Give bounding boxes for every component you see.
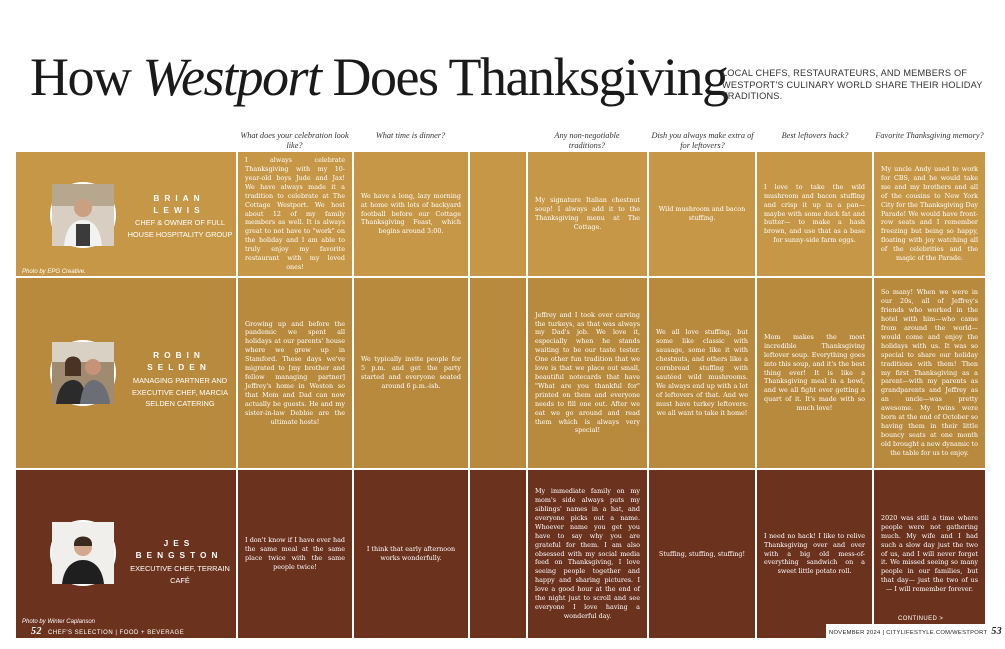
- footer-right: NOVEMBER 2024 | CITYLIFESTYLE.COM/WESTPORT 53: [826, 624, 1005, 639]
- answer-dinner-time: We have a long, lazy morning at home with lots of backyard football before our Cottage Thanksgiving Feast, which begins around 3:00.: [354, 152, 468, 276]
- question-celebration: What does your celebration look like?: [240, 131, 349, 150]
- avatar: [50, 340, 116, 406]
- answer-traditions: My signature Italian chestnut soup! I always add it to the Thanksgiving menu at The Cottage.: [528, 152, 647, 276]
- answer-celebration: I don't know if I have ever had the same meal at the same place twice with the same people twice!: [238, 470, 352, 638]
- avatar: [50, 520, 116, 586]
- answer-celebration: I always celebrate Thanksgiving with my 10-year-old boys Jude and Jax! We have always made it a tradition to celebrate at The Cottage Westport. We host about 12 of my family members as well. It is always great to not have to "work" on the holiday and I am able to truly enjoy my favorite restaurant with my loved ones!: [238, 152, 352, 276]
- answer-blank: [470, 278, 526, 468]
- answer-celebration: Growing up and before the pandemic we spent all holidays at our parents' house where we grew up in Stamford. These days we've migrated to [my brother and fellow managing partner] Jeffrey's home in Weston so that Mom and Dad can now actually be guests. He and my sister-in-law Debbie are the ultimate hosts!: [238, 278, 352, 468]
- answer-blank: [470, 470, 526, 638]
- question-favorite-memory: Favorite Thanksgiving memory?: [875, 131, 984, 140]
- question-leftovers-hack: Best leftovers hack?: [781, 131, 849, 140]
- person-last-name: BENGSTON: [135, 550, 223, 560]
- question-extra-dish: Dish you always make extra of for leftovers?: [651, 131, 754, 150]
- answer-extra-dish: We all love stuffing, but some like classic with sausage, some like it with chestnuts, and others like a cornbread stuffing with sautéed wild mushrooms. We always end up with a lot of leftovers of that. And we must have turkey leftovers: we all want to take it home!: [649, 278, 755, 468]
- person-first-name: BRIAN: [153, 193, 205, 203]
- person-brian: [16, 152, 236, 276]
- person-last-name: LEWIS: [153, 205, 205, 215]
- person-role: MANAGING PARTNER AND EXECUTIVE CHEF, MARCIA SELDEN CATERING: [131, 376, 229, 408]
- photo-credit: Photo by EPG Creative.: [22, 269, 86, 275]
- answer-leftovers-hack: I love to take the wild mushroom and bacon stuffing and crisp it up in a pan—maybe with some duck fat and butter— to make a hash brown, and use that as a base for sunny-side farm eggs.: [757, 152, 872, 276]
- question-dinner-time: What time is dinner?: [375, 131, 446, 140]
- answer-traditions: My immediate family on my mom's side always puts my siblings' names in a hat, and everyone picks out a name. Whoever name you get you have to say why you are grateful for them. I am also obsessed with my social media feed on Thanksgiving, I love seeing people together and happy and sharing pictures. I love a good hour at the end of the night just to scroll and see everyone I love having a wonderful day.: [528, 470, 647, 638]
- page-subtitle: LOCAL CHEFS, RESTAURATEURS, AND MEMBERS OF WESTPORT'S CULINARY WORLD SHARE THEIR HOLIDAY TRADITIONS.: [722, 68, 983, 101]
- page-title: How Westport Does Thanksgiving: [30, 47, 728, 107]
- answer-leftovers-hack: I need no hack! I like to relive Thanksgiving over and over with a big old mess-of-everything sandwich on a sweet little potato roll.: [757, 470, 872, 638]
- answer-traditions: Jeffrey and I took over carving the turkeys, as that was always my Dad's job. We love it, especially when he stands waiting to be our taste tester. One other fun tradition that we love is that we place out small, beautiful notecards that have "What are you thankful for" printed on them and everyone needs to fill one out. After we eat we go around and read them which is always very special!: [528, 278, 647, 468]
- person-first-name: ROBIN: [153, 350, 205, 360]
- photo-credit: Photo by Winter Caplanson: [22, 619, 95, 625]
- answer-dinner-time: I think that early afternoon works wonderfully.: [354, 470, 468, 638]
- person-first-name: JES: [163, 538, 195, 548]
- person-role: CHEF & OWNER OF FULL HOUSE HOSPITALITY GROUP: [127, 218, 233, 239]
- answer-favorite-memory: 2020 was still a time where people were not gathering much. My wife and I had such a slow day just the two of us, and I will never forget it. We missed seeing so many people in our families, but that day— just the two of us— I will remember forever.: [874, 470, 985, 638]
- person-robin: [16, 278, 236, 468]
- person-last-name: SELDEN: [147, 362, 211, 372]
- continued-label: CONTINUED >: [898, 616, 944, 622]
- avatar: [50, 182, 116, 248]
- page-number-left: 52: [31, 626, 42, 637]
- traditions-table: [16, 152, 985, 638]
- answer-extra-dish: Wild mushroom and bacon stuffing.: [649, 152, 755, 276]
- answer-dinner-time: We typically invite people for 5 p.m. and get the party started and everyone seated around 6 p.m.-ish.: [354, 278, 468, 468]
- answer-favorite-memory: So many! When we were in our 20s, all of Jeffrey's friends who worked in the hotel with him—who came from around the world—would come and enjoy the holidays with us. It was so special to share our holiday traditions with them! Then my first Thanksgiving as a parent—with my parents as grandparents and Jeffrey as an uncle—was pretty awesome. My twins were born at the end of October so having them in their little bouncy seats at one month old brought a new dynamic to the table for us to enjoy.: [874, 278, 985, 468]
- person-jes: [16, 470, 236, 638]
- answer-blank: [470, 152, 526, 276]
- footer-left: 52 CHEF'S SELECTION | FOOD + BEVERAGE: [31, 626, 185, 637]
- person-role: EXECUTIVE CHEF, TERRAIN CAFÉ: [130, 564, 230, 585]
- answer-extra-dish: Stuffing, stuffing, stuffing!: [649, 470, 755, 638]
- answer-leftovers-hack: Mom makes the most incredible Thanksgiving leftover soup. Everything goes into this soup, and it's the best thing ever! It is like a Thanksgiving meal in a bowl, and we all fight over getting a quart of it. It's made with so much love!: [757, 278, 872, 468]
- page-number-right: 53: [991, 626, 1002, 637]
- question-traditions: Any non-negotiable traditions?: [554, 131, 620, 150]
- answer-favorite-memory: My uncle Andy used to work for CBS, and he would take me and my brothers and all of the cousins to New York City for the Thanksgiving Day Parade! We would have front-row seats and I remember freezing but being so happy, floating with joy watching all of the celebrities and the magic of the Parade.: [874, 152, 985, 276]
